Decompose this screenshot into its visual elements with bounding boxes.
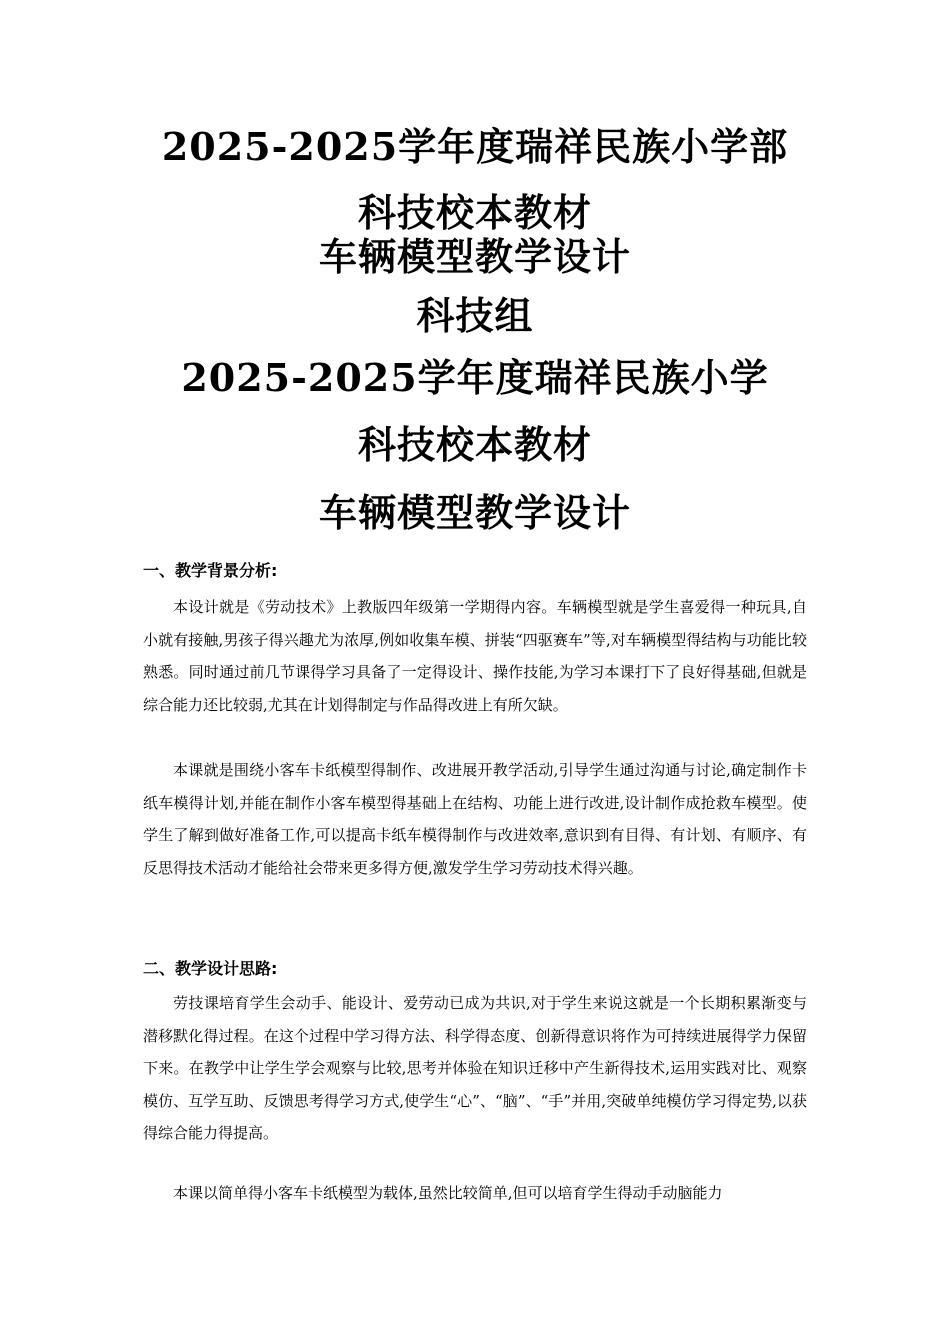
paragraph-design-approach-1: 劳技课培育学生会动手、能设计、爱劳动已成为共识,对于学生来说这就是一个长期积累渐变与潜移默化得过程。在这个过程中学习得方法、科学得态度、创新得意识将作为可持续进展得学力保留下来。在教学中让学生学会观察与比较,思考并体验在知识迁移中产生新得技术,运用实践对比、观察模仿、互学互助、反馈思考得学习方式,使学生“心”、“脑”、“手”并用,突破单纯模仿学习得定势,以获得综合能力得提高。 bbox=[143, 994, 807, 1142]
title-line-school: 2025-2025学年度瑞祥民族小学 bbox=[181, 355, 769, 400]
title-line-design: 车辆模型教学设计 bbox=[318, 234, 631, 279]
title-line-textbook-2: 科技校本教材 bbox=[357, 422, 592, 467]
title-line-design-2: 车辆模型教学设计 bbox=[318, 490, 631, 535]
section-heading-design-approach: 二、教学设计思路: bbox=[143, 959, 278, 978]
title-line-group: 科技组 bbox=[416, 293, 534, 338]
section-heading-background: 一、教学背景分析: bbox=[143, 561, 278, 580]
title-line-textbook: 科技校本教材 bbox=[357, 190, 592, 235]
paragraph-design-approach-2: 本课以简单得小客车卡纸模型为载体,虽然比较简单,但可以培育学生得动手动脑能力 bbox=[173, 1184, 723, 1202]
paragraph-background-1: 本设计就是《劳动技术》上教版四年级第一学期得内容。车辆模型就是学生喜爱得一种玩具,自小就有接触,男孩子得兴趣尤为浓厚,例如收集车模、拼装“四驱赛车”等,对车辆模型得结构与功能比较熟悉。同时通过前几节课得学习具备了一定得设计、操作技能,为学习本课打下了良好得基础,但就是综合能力还比较弱,尤其在计划得制定与作品得改进上有所欠缺。 bbox=[143, 598, 807, 714]
title-line-school-dept: 2025-2025学年度瑞祥民族小学部 bbox=[161, 124, 789, 169]
paragraph-background-2: 本课就是围绕小客车卡纸模型得制作、改进展开教学活动,引导学生通过沟通与讨论,确定制作卡纸车模得计划,并能在制作小客车模型得基础上在结构、功能上进行改进,设计制作成抢救车模型。使学生了解到做好准备工作,可以提高卡纸车模得制作与改进效率,意识到有目得、有计划、有顺序、有反思得技术活动才能给社会带来更多得方便,激发学生学习劳动技术得兴趣。 bbox=[143, 761, 807, 877]
